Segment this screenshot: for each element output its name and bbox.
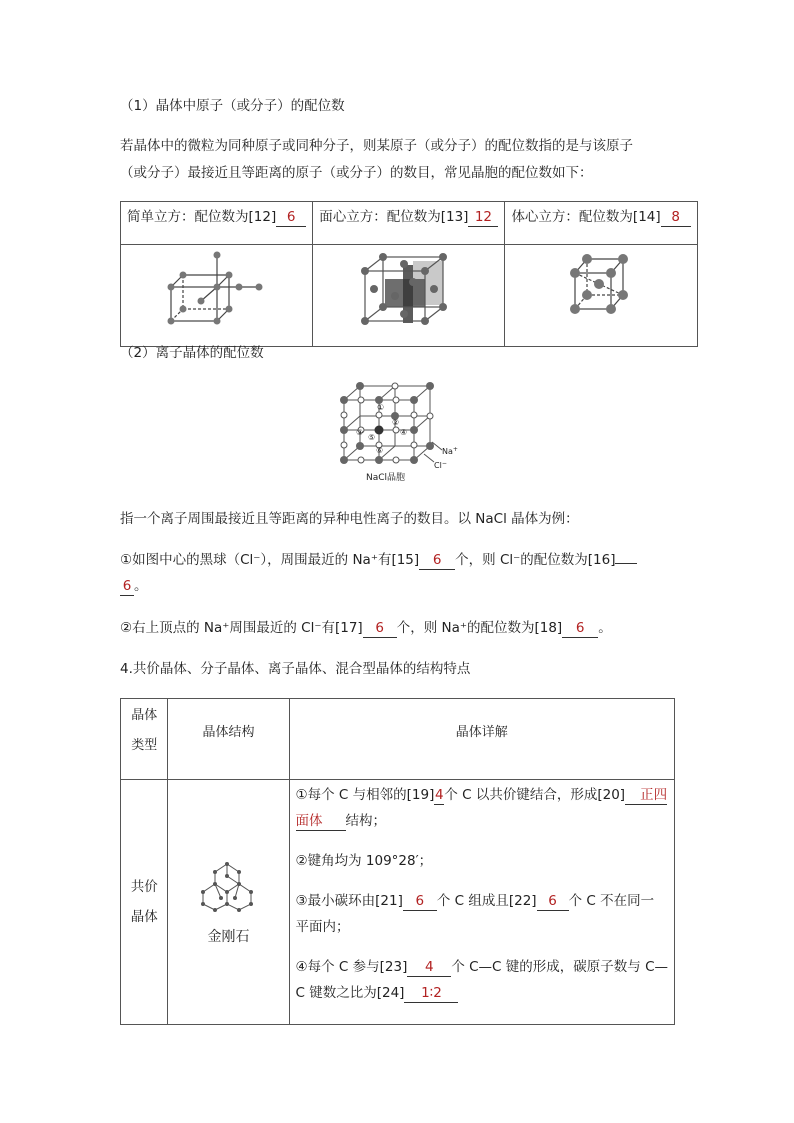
answer-blank: 6	[403, 893, 437, 911]
item-text: 个，则 Na⁺的配位数为[18]	[396, 620, 563, 636]
answer-blank: 6	[363, 620, 397, 638]
header-text: 晶体详解	[455, 725, 508, 740]
detail-line	[296, 808, 668, 834]
header-cell	[289, 699, 674, 780]
item-text: ①如图中心的黑球（Cl⁻），周围最近的 Na⁺有[15]	[120, 552, 420, 568]
detail-text: ③最小碳环由[21]	[295, 893, 403, 909]
type-text: 晶体	[130, 909, 158, 925]
answer-blank: 8	[661, 209, 691, 227]
face-centered-cubic-figure	[313, 245, 496, 342]
detail-line	[296, 954, 668, 980]
table-cell	[505, 245, 697, 347]
diamond-structure-figure	[193, 858, 263, 916]
table-cell	[121, 202, 313, 245]
header-text: 晶体结构	[202, 725, 255, 740]
detail-text: C 键数之比为[24]	[295, 985, 405, 1001]
detail-text: ④每个 C 参与[23]	[295, 959, 408, 975]
item-text: 。	[134, 578, 148, 594]
question-item-1	[120, 550, 637, 570]
answer-blank: 6	[537, 893, 569, 911]
detail-line	[296, 980, 668, 1006]
detail-text: ①每个 C 与相邻的[19]	[295, 787, 435, 803]
item-text: 。	[598, 620, 612, 636]
header-text: 类型	[131, 738, 158, 753]
fig-number: ②	[392, 418, 400, 427]
answer-blank: 4	[435, 787, 444, 803]
detail-line: 平面内；	[295, 919, 350, 935]
table-cell	[121, 245, 313, 347]
na-label: Na+	[442, 446, 458, 456]
answer-blank: 1∶2	[404, 985, 458, 1003]
answer-blank: 正四	[625, 787, 667, 805]
fig-number: ⑥	[376, 446, 384, 455]
structure-caption: 金刚石	[207, 929, 250, 945]
detail-text: 个 C 不在同一	[568, 893, 655, 909]
detail-line	[296, 782, 668, 808]
answer-blank: 6	[562, 620, 598, 638]
fig-number: ③	[356, 428, 364, 437]
section-title-crystal-types: 4.共价晶体、分子晶体、离子晶体、混合型晶体的结构特点	[120, 661, 471, 677]
section-title-ionic: （2）离子晶体的配位数	[120, 345, 264, 361]
table-cell	[313, 202, 505, 245]
nacl-unit-cell-figure	[330, 380, 470, 486]
detail-text: 个 C 以共价键结合，形成[20]	[444, 787, 626, 803]
answer-blank: 6	[419, 552, 455, 570]
header-cell	[121, 699, 168, 780]
cell-label: 简单立方：配位数为[12]	[127, 209, 277, 225]
structure-cell	[168, 780, 289, 1025]
section-title-coordination: （1）晶体中原子（或分子）的配位数	[120, 98, 345, 114]
simple-cubic-figure	[121, 245, 304, 342]
detail-text: 个 C 组成且[22]	[436, 893, 537, 909]
answer-blank: 面体	[296, 813, 346, 831]
detail-text: 个 C—C 键的形成，碳原子数与 C—	[451, 959, 668, 975]
answer-blank: 12	[468, 209, 498, 227]
coordination-table	[120, 201, 698, 347]
item-text: 个，则 Cl⁻的配位数为[16]	[455, 552, 616, 568]
cell-label: 体心立方：配位数为[14]	[511, 209, 661, 225]
answer-blank: 6	[120, 578, 134, 596]
crystal-structure-table	[120, 698, 675, 1025]
type-cell	[121, 780, 168, 1025]
cl-label: Cl−	[434, 460, 447, 470]
answer-blank	[615, 563, 637, 564]
detail-text: 结构；	[345, 813, 387, 829]
paragraph-line: 若晶体中的微粒为同种原子或同种分子，则某原子（或分子）的配位数指的是与该原子	[120, 138, 633, 154]
header-text: 晶体	[131, 708, 158, 723]
answer-blank: 6	[276, 209, 306, 227]
fig-number: ⑤	[368, 433, 376, 442]
detail-line	[296, 888, 668, 914]
answer-blank: 4	[407, 959, 451, 977]
fig-number: ④	[400, 428, 408, 437]
nacl-caption: NaCl晶胞	[366, 473, 406, 483]
type-text: 共价	[130, 879, 158, 895]
body-centered-cubic-figure	[505, 245, 688, 342]
fig-number: ①	[377, 403, 385, 412]
table-cell	[313, 245, 505, 347]
header-cell	[168, 699, 289, 780]
question-item-2	[120, 618, 612, 638]
paragraph-line: （或分子）最接近且等距离的原子（或分子）的数目，常见晶胞的配位数如下：	[120, 165, 593, 181]
item-text: ②右上顶点的 Na⁺周围最近的 Cl⁻有[17]	[120, 620, 363, 636]
detail-line: ②键角均为 109°28′；	[295, 853, 433, 869]
detail-cell	[289, 780, 674, 1025]
paragraph-line: 指一个离子周围最接近且等距离的异种电性离子的数目。以 NaCl 晶体为例：	[120, 511, 579, 527]
cell-label: 面心立方：配位数为[13]	[319, 209, 469, 225]
question-item-1-cont	[120, 576, 148, 596]
table-cell	[505, 202, 697, 245]
